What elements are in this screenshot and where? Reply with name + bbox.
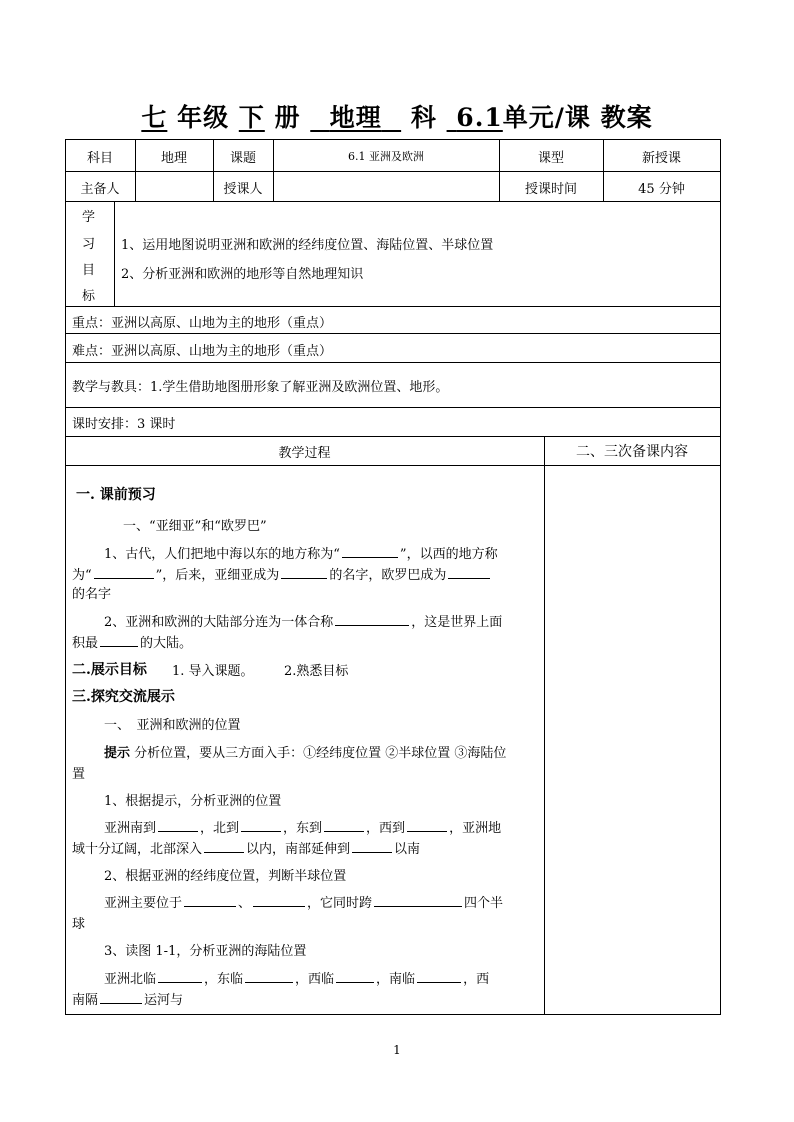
teaching-tools: 教学与教具：1.学生借助地图册形象了解亚洲及欧洲位置、地形。 (72, 380, 449, 395)
answer-blank[interactable] (448, 564, 490, 579)
goals-item-1: 1. 导入课题。 (172, 664, 254, 679)
section-explore-title: 三.探究交流展示 (72, 689, 175, 705)
table-border-right (720, 139, 721, 1015)
teacher-label: 授课人 (223, 182, 263, 197)
answer-blank[interactable] (184, 892, 236, 907)
task-1-line1: 亚洲南到 ，北到 ，东到 ，西到 ，亚洲地 (104, 817, 501, 836)
answer-blank[interactable] (204, 838, 244, 853)
title-grade: 七 (141, 103, 168, 132)
answer-blank[interactable] (324, 817, 364, 832)
table-rule (65, 201, 721, 202)
task-1-line2: 域十分辽阔，北部深入 以内，南部延伸到 以南 (72, 838, 420, 857)
goals-item-2: 2.熟悉目标 (284, 664, 349, 679)
table-border-top (65, 139, 721, 140)
table-rule (65, 306, 721, 307)
objectives-label-char: 习 (82, 237, 96, 252)
section-goals-title: 二.展示目标 (72, 662, 147, 678)
section-explore-subtitle: 一、 亚洲和欧洲的位置 (104, 718, 241, 733)
objective-item: 1、运用地图说明亚洲和欧洲的经纬度位置、海陆位置、半球位置 (121, 238, 494, 253)
answer-blank[interactable] (281, 564, 327, 579)
title-subject: 地理 (329, 103, 382, 132)
time-value: 45 分钟 (638, 182, 685, 197)
subject-label: 科目 (86, 151, 113, 166)
type-value: 新授课 (641, 151, 681, 166)
title-unit: 6.1 (456, 103, 503, 132)
preparer-label: 主备人 (80, 182, 120, 197)
title-volume-suffix: 册 (274, 103, 301, 132)
task-3-title: 3、读图 1-1，分析亚洲的海陆位置 (104, 944, 307, 959)
title-doc: 教案 (600, 103, 653, 132)
difficult-point: 难点：亚洲以高原、山地为主的地形（重点） (72, 344, 333, 359)
question-2-line1: 2、亚洲和欧洲的大陆部分连为一体合称 ，这是世界上面 (104, 611, 502, 630)
answer-blank[interactable] (352, 838, 392, 853)
title-unit-suffix: 单元/课 (502, 103, 591, 132)
table-rule (65, 333, 721, 334)
question-2-line2: 积最 的大陆。 (72, 632, 192, 651)
task-2-line2: 球 (72, 917, 86, 932)
topic-value: 6.1 亚洲及欧洲 (348, 150, 424, 163)
section-preview-title: 一. 课前预习 (76, 487, 156, 503)
title-volume: 下 (238, 103, 265, 132)
objectives-label-char: 标 (82, 289, 96, 304)
table-rule (65, 436, 721, 437)
process-col-rule (544, 436, 545, 1015)
objectives-label-rule (114, 201, 115, 307)
type-label: 课型 (537, 151, 564, 166)
answer-blank[interactable] (94, 564, 154, 579)
subject-value: 地理 (160, 151, 187, 166)
question-1-line2: 为“ ”，后来，亚细亚成为 的名字，欧罗巴成为 (72, 564, 492, 583)
question-1-line1: 1、古代，人们把地中海以东的地方称为“ ”，以西的地方称 (104, 543, 498, 562)
answer-blank[interactable] (417, 968, 461, 983)
document-title (0, 98, 794, 134)
table-rule (65, 407, 721, 408)
hint-line2: 置 (72, 767, 86, 782)
title-subject-suffix: 科 (410, 103, 437, 132)
answer-blank[interactable] (158, 817, 198, 832)
topic-label: 课题 (229, 151, 256, 166)
key-point: 重点：亚洲以高原、山地为主的地形（重点） (72, 316, 333, 331)
page-number: 1 (393, 1043, 401, 1057)
objectives-label-char: 目 (82, 263, 96, 278)
answer-blank[interactable] (342, 543, 398, 558)
hint-line1: 提示 分析位置，要从三方面入手：①经纬度位置 ②半球位置 ③海陆位 (104, 746, 507, 761)
answer-blank[interactable] (245, 968, 293, 983)
table-rule (65, 362, 721, 363)
process-right-header: 二、三次备课内容 (576, 444, 688, 460)
question-1-line3: 的名字 (72, 587, 112, 602)
answer-blank[interactable] (374, 892, 462, 907)
hint-label: 提示 (104, 746, 131, 761)
task-3-line1: 亚洲北临 ，东临 ，西临 ，南临 ，西 (104, 968, 489, 987)
objectives-label-char: 学 (82, 210, 96, 225)
table-rule (65, 465, 721, 466)
task-3-line2: 南隔 运河与 (72, 989, 183, 1008)
task-2-line1: 亚洲主要位于 、 ，它同时跨 四个半 (104, 892, 503, 911)
table-border-bottom (65, 1014, 721, 1015)
title-grade-suffix: 年级 (177, 103, 230, 132)
task-1-title: 1、根据提示，分析亚洲的位置 (104, 794, 282, 809)
class-schedule: 课时安排：3 课时 (72, 417, 176, 432)
table-rule (65, 171, 721, 172)
process-left-header: 教学过程 (278, 446, 331, 461)
answer-blank[interactable] (335, 611, 409, 626)
task-2-title: 2、根据亚洲的经纬度位置，判断半球位置 (104, 869, 347, 884)
answer-blank[interactable] (407, 817, 447, 832)
answer-blank[interactable] (100, 989, 142, 1004)
time-label: 授课时间 (524, 182, 577, 197)
table-border-left (65, 139, 66, 1015)
objective-item: 2、分析亚洲和欧洲的地形等自然地理知识 (121, 267, 364, 282)
answer-blank[interactable] (253, 892, 305, 907)
answer-blank[interactable] (241, 817, 281, 832)
answer-blank[interactable] (336, 968, 374, 983)
answer-blank[interactable] (100, 632, 138, 647)
section-preview-subtitle: 一、“亚细亚”和“欧罗巴” (123, 519, 267, 534)
answer-blank[interactable] (158, 968, 202, 983)
